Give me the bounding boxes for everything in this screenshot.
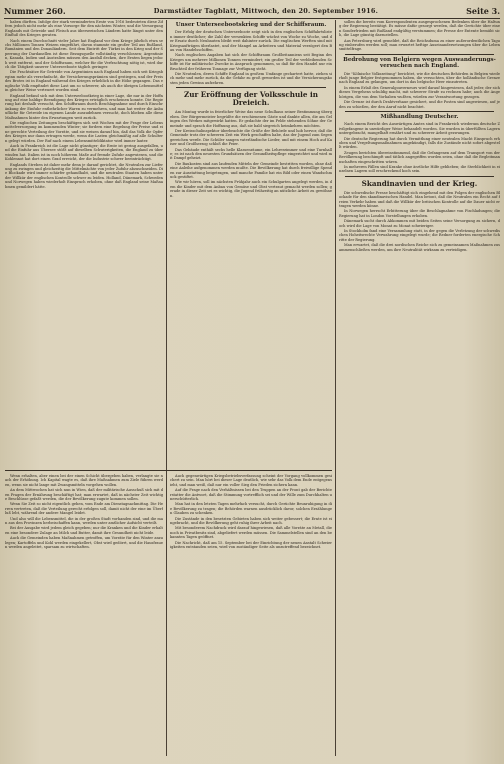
col3-heading-2: Mißhandlung Deutscher. [380,113,459,120]
paragraph: Der Kreisschulinspektor überbrachte die Grüße der Behörde und hob hervor, daß die Gemeinde trotz der schweren Zeit ein Werk geschaffen habe, das der Jugend zum Segen gereichen werde. Die Schüler sangen vaterländische Lieder, und mit einem Hoch auf Kaiser und Großherzog schloß die Feier. [170,128,332,147]
column-rule-2 [335,20,336,756]
horizontal-rule [5,470,332,471]
col3-bottom-body [339,191,500,252]
paragraph: Nach einem Bericht des Auswärtigen Amtes sind in Frankreich wiederum deutsche Zivilgefangene in unwürdiger Weise behandelt worden. Sie wurden in überfüllten Lagern untergebracht, mangelhaft ernährt und zu schwerer Arbeit gezwungen. [339,122,500,136]
paragraph: Das Gebäude enthält sechs helle Klassenräume, ein Lehrerzimmer und eine Turnhalle; es ist nach den neuesten Grundsätzen der Gesundheitspflege eingerichtet und wird mit Dampf geheizt. [170,147,332,161]
paragraph: Die "Kölnische Volkszeitung" berichtet, wie die deutschen Behörden in Belgien wiederholt junge Belgier festgenommen haben, die versuchten, über die holländische Grenze nach England zu gelangen, um dort in das belgische Heer einzutreten. [339,71,500,85]
paragraph: Man erwartet, daß die drei nordischen Reiche sich zu gemeinsamen Maßnahmen zusammenschließen werden, um ihre Neutralität wirksam zu verteidigen. [339,243,500,252]
separator [345,176,494,177]
paragraph: Die Zustände in den besetzten Gebieten haben sich weiter gebessert; die Ernte ist eingebracht, und die Bevölkerung geht ruhig ihrer Arbeit nach. [170,516,332,526]
paragraph: Bei der Ausgabe wird jedem gleich gegeben; nur die Kranken und die Kinder erhalten eine besondere Zulage an Milch und Butter, damit ihre Gesundheit nicht leide. [5,526,163,535]
paragraph: Am Montag wurde in feierlicher Weise das neue Schulhaus seiner Bestimmung übergeben. Der Bürgermeister begrüßte die erschienenen Gäste und dankte allen, die am Gelingen des Werkes mitgewirkt hatten. Er gedachte der im Felde stehenden Söhne der Gemeinde und sprach die Hoffnung aus, daß sie bald siegreich heimkehren möchten. [170,110,332,128]
lower-column-2 [170,474,332,756]
paragraph: Auch in Frankreich ist die Lage nicht günstiger; die Ernte ist gering ausgefallen, und die Einfuhr aus Übersee stößt auf dieselben Schwierigkeiten, die England zu überwinden hat. Italien ist in noch höherem Maße auf fremde Zufuhr angewiesen, und die Kohlennot hat dort einen Grad erreicht, der die Industrie schwer beeinträchtigt. [5,143,163,162]
page-number: Seite 3. [466,6,500,16]
separator [345,111,494,112]
paragraph: Und also will die Lebensmittel, die in der großen Stadt vorhanden sind, und die man aus den Provinzen herbeischaffen kann, werden unter amtlicher Aufsicht verteilt. [5,516,163,526]
paragraph: Die Nachricht, daß am 15. September bei der Einrichtung der neuen Anstalt Schwierigkeiten entstanden seien, wird von zuständiger Seite als unzutreffend bezeichnet. [170,540,332,550]
paragraph: Auch gegenwärtigen Kriegsbetriebsverfassung scheint der Vorgang vollkommen gesichert zu sein. Man hört bei dieser Lage deutlich, wie sehr das Volk dem Ende entgegensieht, und man weiß, daß nur ein voller Sieg den Frieden sichern kann. [170,474,332,487]
paragraph: Auch die Gemeinden haben Maßnahmen getroffen, um Vorräte für den Winter anzulegen; Kartoffeln und Kohl werden eingekellert, Obst wird gedörrt, und die Hausfrauen werden angeleitet, sparsam zu wirtschaften. [5,536,163,550]
masthead: Darmstädter Tagblatt, Mittwoch, den 20. September 1916. [153,7,379,15]
paragraph: Aus Petersburg wird gemeldet, daß die Reichsduma zu einer außerordentlichen Tagung einberufen werden soll; man erwartet heftige Auseinandersetzungen über die Lebensmittelfrage. [339,38,500,52]
paragraph: In einem Erlaß des Generalgouverneurs wird darauf hingewiesen, daß jeder, der sich dieses Vergehens schuldig macht, mit schwerer Strafe zu rechnen habe; auch die Angehörigen, die von dem Vorhaben wußten, würden zur Verantwortung gezogen. [339,85,500,99]
column-1 [5,20,163,470]
col1-body [5,20,163,189]
paragraph: Die schwedische Presse beschäftigt sich eingehend mit den Folgen der englischen Blockade für den skandinavischen Handel. Man betont, daß die Neutralen ein Recht auf freien Verkehr haben und daß die Willkür der britischen Kontrolle auf die Dauer nicht ertragen werden könne. [339,190,500,208]
separator [176,87,326,88]
paragraph: Die Grenze ist durch Drahtverhaue gesichert, und die Posten sind angewiesen, auf jeden zu schießen, der den Anruf nicht beachtet. [339,100,500,109]
paragraph: Die Baukosten sind aus laufenden Mitteln der Gemeinde bestritten worden, ohne daß eine Anleihe aufgenommen werden mußte. Die Bevölkerung hat durch freiwillige Spenden zur Ausstattung beigetragen, und manche Familie hat ein Bild oder einen Wandschmuck gestiftet. [170,161,332,179]
paragraph: Wenn erhalten, aber einen bei der einen Schicht übergeben haben, verlangte sie nach der Erhöhung. Ich Kapital wagte es, daß ihre Maßnahmen zum Ziele führen werden, wenn sie nicht lange mit Zwangsmitteln vorgehen wollen. [5,474,163,487]
lower-col1-body [5,474,163,550]
paragraph: An dem Mittwochen hat sich nun in Wien, daß der militärische Ausschuß sich mit den Fragen der Ernährung beschäftigt hat; man erwartet, daß in nächster Zeit wichtige Beschlüsse gefaßt werden, die der Bevölkerung zugute kommen sollen. [5,488,163,502]
col3-mid2-body [339,122,500,173]
column-2 [170,20,332,470]
col2-mid-body [170,110,332,198]
col3-heading-3: Skandinavien und der Krieg. [361,178,478,188]
paragraph: Die Frachtsätze für Getreide von Argentinien nach England haben sich seit Kriegsbeginn mehr als verzehnfacht, die Versicherungsprämien sind gestiegen, und der Preis des Brotes ist in England während des Krieges erheblich in die Höhe gegangen. Das englische Volk empfindet diese Last um so schwerer, als auch die übrigen Lebensmittel in gleicher Weise verteuert worden sind. [5,70,163,93]
paragraph: Dänemark sucht durch Abkommen mit beiden Seiten seine Versorgung zu sichern, doch wird die Lage von Monat zu Monat schwieriger. [339,219,500,228]
issue-number: Nummer 260. [4,6,66,16]
paragraph: In Norwegen herrscht Erbitterung über die Beschlagnahme von Fischladungen; die Regierung hat in London Vorstellungen erhoben. [339,209,500,218]
col3-heading-1: Bedrohung von Belgiern wegen Auswanderungs-versuchen nach England. [343,56,496,70]
lower-col2-body [170,474,332,550]
paragraph: Nach einem Durchschnitt vieler Jahre hat England vor dem Kriege jährlich etwa sechs Millionen Tonnen Weizen eingeführt, davon stammte ein großer Teil aus Rußland, Rumänien und den Donauländern. Seit dem Eintritt der Türkei in den Krieg und der Sperrung der Dardanellen ist diese Bezugsquelle vollständig verschlossen; Argentinien, Kanada, Indien und Australien müssen den Ausfall decken, ihre Ernten liegen jedoch weit entfernt, und der Schiffsraum, welcher für die Verfrachtung nötig ist, wird durch die Tätigkeit unserer Unterseeboote täglich geringer. [5,38,163,70]
paragraph: Man hat in den letzten Tagen mehrfach versucht, durch Gerüchte Beunruhigung in die Bevölkerung zu tragen; die Behörden warnen ausdrücklich davor, solchen Erzählungen Glauben zu schenken. [170,502,332,516]
paragraph: Mit besonderem Nachdruck wird darauf hingewiesen, daß alle Vorräte an Metall, die noch in Privatbesitz sind, abgeliefert werden müssen. Die Sammelstellen sind an den bekannten Tagen geöffnet. [170,526,332,540]
col2-top-heading: Unser Unterseebootskrieg und der Schiffsraum. [175,22,327,28]
paragraph: Der Erfolg der deutschen Unterseeboote zeigt sich in den englischen Schiffahrtslisten immer deutlicher; die Zahl der versenkten Schiffe wächst von Woche zu Woche, und der Ersatz durch Neubauten bleibt weit dahinter zurück. Die englischen Werften sind mit Kriegsaufträgen überlastet, und der Mangel an Arbeitern und Material verzögert den Bau von Handelsschiffen. [170,30,332,53]
paragraph: Wie wir hören, soll im nächsten Frühjahr auch ein Schulgarten angelegt werden, in dem die Kinder mit dem Anbau von Gemüse und Obst vertraut gemacht werden sollen; gerade in dieser Zeit sei es wichtig, die Jugend frühzeitig an nützliche Arbeit zu gewöhnen. [170,180,332,198]
paragraph: Nach englischen Angaben hat sich der Schiffsraum Großbritanniens seit Beginn des Krieges um mehrere Millionen Tonnen vermindert; ein großer Teil der verbleibenden Schiffe ist für militärische Zwecke in Anspruch genommen, so daß für den Handel nur ein Bruchteil der früheren Tonnage zur Verfügung steht. [170,53,332,71]
paragraph: Zeugen berichten übereinstimmend, daß die Gefangenen auf dem Transport von der Bevölkerung beschimpft und tätlich angegriffen worden seien, ohne daß die Begleitmannschaften eingeschritten wären. [339,150,500,164]
paragraph: England befand sich mit dem Unterseebootkrieg in einer Lage, die nur in der Hoffnung auf eine baldige Beendigung des Krieges erträglich erscheinen konnte. Die Regierung hat deshalb versucht, den Schiffsraum durch Beschlagnahme und durch Einschränkung der Einfuhr entbehrlicher Waren zu vermehren, und man hat weiter die Anbaufläche für Getreide im eigenen Lande auszudehnen versucht, doch blieben alle diese Maßnahmen hinter den Erwartungen weit zurück. [5,93,163,120]
col2-mid-heading: Zur Eröffnung der Volksschule in Dreieich. [184,90,318,108]
paragraph: haben dürften. Infolge der stark verminderten Ernte von 1916 bedeuteten diese Ziffern jedoch nicht mehr als eine Vorsorge für den nächsten Winter, und die Versorgung Englands mit Getreide und Fleisch aus überseeischen Ländern hatte längst unter den Einfluß des Krieges geraten. [5,20,163,38]
paragraph: In mehreren Fällen sind Kranke ohne ärztliche Hilfe geblieben; die Sterblichkeit in einzelnen Lagern soll erschreckend hoch sein. [339,164,500,174]
column-3 [339,20,500,756]
paragraph: Wenn Sie Zeit so nicht eigentlich gehen, vom Ende am Dienstagnachmittag. Die Herren vertreten, daß die Verteilung gerecht erfolgen soll, damit nicht der eine im Überfluß lebt, während der andere Mangel leidet. [5,502,163,516]
paragraph: sollen die bereits vom Korrespondenten ausgesprochenen Bedenken über die Haltung der Regierung bestätigt. Es müsse dafür gesorgt werden, daß die Gerüchte über einen Sonderfrieden mit Rußland endgültig verstummen; die Presse der Entente bemüht sich, die Lage günstig darzustellen. [339,20,500,38]
col2-top-body [170,30,332,85]
col3-top-body [339,20,500,52]
paragraph: Die englischen Zeitungen beschäftigen sich seit Wochen mit der Frage der Lebensmittelversorgung im kommenden Winter; sie fordern eine Regelung der Preise und eine gerechte Verteilung der Vorräte, und sie weisen darauf hin, daß das Volk die Opfer des Krieges nur dann ertragen werde, wenn die Lasten gleichmäßig auf alle Schultern gelegt würden. Der Ruf nach einem Lebensmitteldiktator wird immer lauter. [5,120,163,143]
paragraph: In Stockholm fand eine Versammlung statt, in der gegen die Verletzung der schwedischen Hoheitsrechte Verwahrung eingelegt wurde; die Redner forderten energische Schritte der Regierung. [339,229,500,242]
paragraph: Die Neutralen, deren Schiffe England in großem Umfange gechartert hatte, ziehen sich mehr und mehr zurück, da die Gefahr zu groß geworden ist und die Versicherungskosten jeden Gewinn aufzehren. [170,72,332,85]
page-header [4,4,500,19]
lower-column-1 [5,474,163,756]
column-rule-1 [166,20,167,756]
paragraph: Die deutsche Regierung hat durch Vermittlung einer neutralen Macht Einspruch erhoben und Vergeltungsmaßnahmen angekündigt, falls die Zustände nicht sofort abgestellt würden. [339,136,500,150]
separator [345,54,494,55]
paragraph: Englands Streben ist daher mehr denn je darauf gerichtet, die Neutralen zur Lieferung zu zwingen und gleichzeitig die Mittelmächte von jeder Zufuhr abzuschneiden. Die Blockade wird immer schärfer gehandhabt, und die neutralen Staaten haben unter der Willkür der englischen Kontrolle schwer zu leiden. Holland, Dänemark, Schweden und Norwegen haben wiederholt Einspruch erhoben, ohne daß England seine Maßnahmen gemildert hätte. [5,162,163,189]
paragraph: Auf die Frage nach den Verhältnissen bei den Truppen an der Front gab der Berichterstatter die Antwort, daß die Stimmung vortrefflich sei und der Wille zum Durchhalten unerschütterlich. [170,488,332,502]
col3-mid-body [339,72,500,109]
